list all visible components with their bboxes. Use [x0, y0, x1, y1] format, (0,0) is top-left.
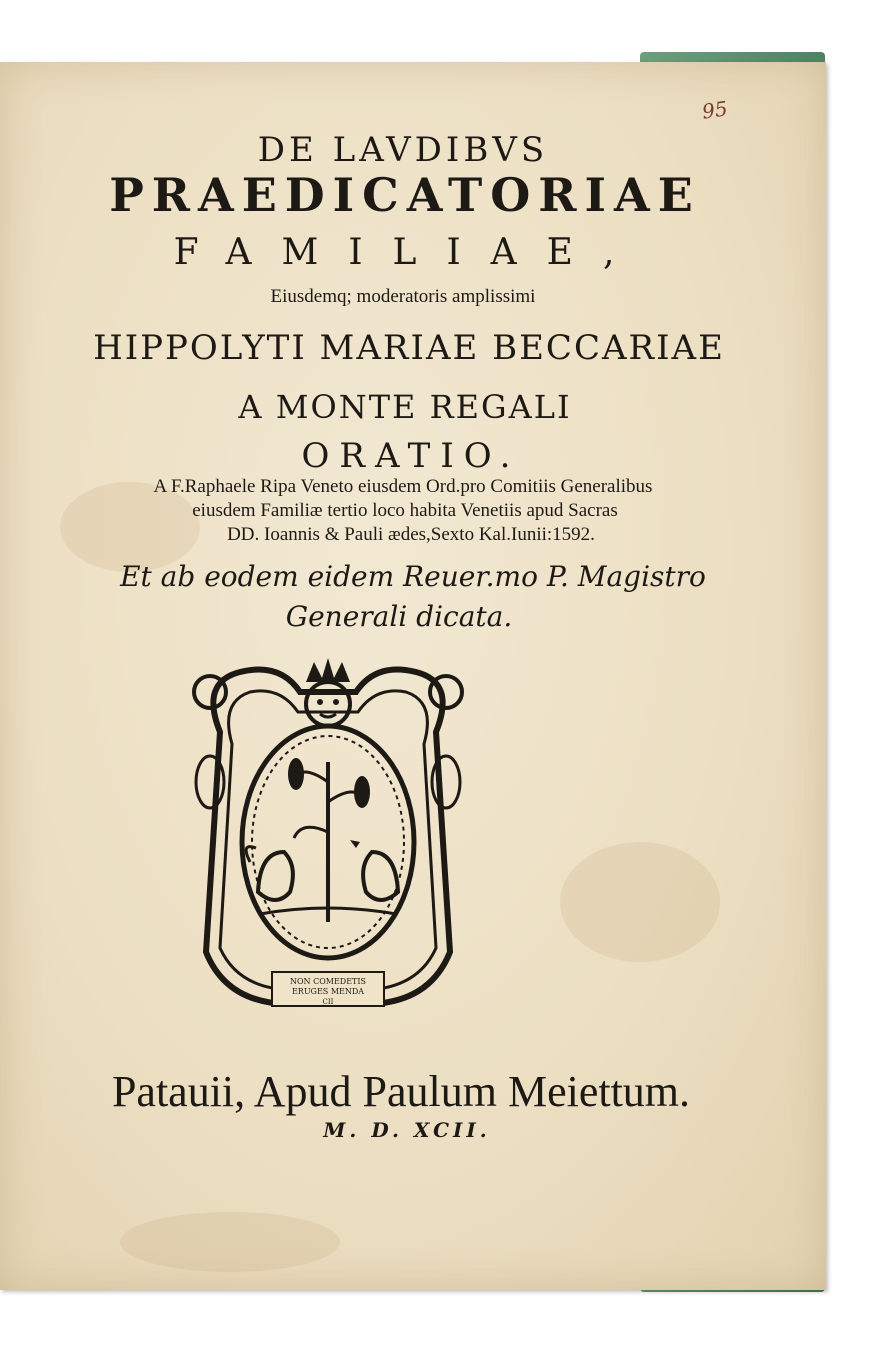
title-line-5: HIPPOLYTI MARIAE BECCARIAE — [93, 328, 725, 368]
manuscript-page-number: 95 — [700, 96, 729, 124]
title-line-6: A MONTE REGALI — [238, 388, 572, 426]
title-line-4: Eiusdemq; moderatoris amplissimi — [270, 286, 536, 307]
title-line-2: PRAEDICATORIAE — [109, 168, 701, 222]
device-motto-line-2: ERUGES MENDA — [291, 987, 365, 996]
device-motto-line-3: CII — [322, 998, 334, 1006]
foxing-stain — [120, 1212, 340, 1272]
author-line-3: DD. Ioannis & Pauli ædes,Sexto Kal.Iunii:1592. — [227, 524, 595, 545]
dedication-line-2: Generali dicata. — [285, 600, 513, 633]
imprint: Patauii, Apud Paulum Meiettum. — [111, 1067, 691, 1116]
title-line-3: FAMILIAE, — [173, 232, 645, 273]
publication-year: M. D. XCII. — [323, 1118, 491, 1142]
device-motto-line-1: NON COMEDETIS — [289, 977, 367, 986]
printers-device-woodcut — [180, 652, 476, 1024]
title-line-7: ORATIO. — [301, 436, 521, 476]
foxing-stain — [560, 842, 720, 962]
author-line-2: eiusdem Familiæ tertio loco habita Venetiis apud Sacras — [192, 500, 618, 521]
dedication-line-1: Et ab eodem eidem Reuer.mo P. Magistro — [120, 560, 706, 593]
author-line-1: A F.Raphaele Ripa Veneto eiusdem Ord.pro Comitiis Generalibus — [153, 476, 653, 497]
title-line-1: DE LAVDIBVS — [257, 130, 549, 170]
